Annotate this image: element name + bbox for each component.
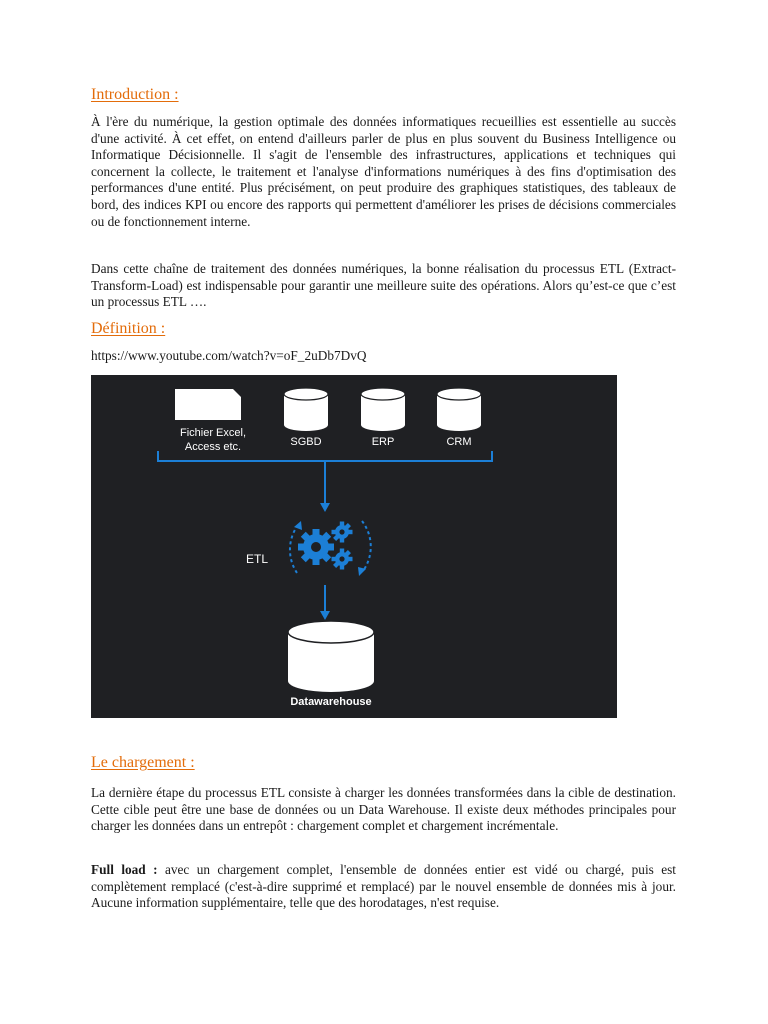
crm-database-icon <box>437 388 481 431</box>
full-load-text: avec un chargement complet, l'ensemble de données entier est vidé ou chargé, puis est complètement remplacé (c'est-à-dire supprimé et remplacé) par le nouvel ensemble de données mis à jour. Aucune information supplémentaire, telle que des horodatages, n'est requise. <box>91 862 676 911</box>
erp-database-icon <box>361 388 405 431</box>
definition-url[interactable]: https://www.youtube.com/watch?v=oF_2uDb7DvQ <box>91 348 367 363</box>
datawarehouse-database-icon <box>288 621 374 692</box>
chargement-heading: Le chargement : <box>91 754 195 771</box>
etl-diagram <box>91 375 617 718</box>
full-load-label: Full load : <box>91 862 158 877</box>
source-erp-label: ERP <box>371 436 395 448</box>
full-load-paragraph <box>91 862 676 912</box>
introduction-paragraph-2: Dans cette chaîne de traitement des données numériques, la bonne réalisation du processus ETL (Extract-Transform-Load) est indispensable pour garantir une meilleure suite des opérations. Alors qu’est-ce que c’est un processus ETL …. <box>91 261 676 310</box>
source-sgbd-label: SGBD <box>290 436 322 448</box>
chargement-paragraph: La dernière étape du processus ETL consiste à charger les données transformées dans la cible de destination. Cette cible peut être une base de données ou un Data Warehouse. Il existe deux méthodes principales pour charger les données dans un entrepôt : chargement complet et chargement incrémentale. <box>91 785 676 834</box>
source-file-label-line2: Access etc. <box>184 441 242 453</box>
document-icon <box>175 389 241 420</box>
introduction-paragraph-1: À l'ère du numérique, la gestion optimale des données informatiques recueillies est essentielle au succès d'une activité. À cet effet, on entend d'ailleurs parler de plus en plus souvent du Business Intelligence ou Informatique Décisionnelle. Il s'agit de l'ensemble des infrastructures, applications et techniques qui concernent la collecte, le traitement et l'analyse d'informations numériques à des fins d'optimisation des performances d'une entité. Plus précisément, on peut produire des graphiques statistiques, des tableaux de bord, des indices KPI ou encore des rapports qui permettent d'améliorer les prises de décisions commerciales ou de fonctionnement interne. <box>91 114 676 229</box>
target-datawarehouse-label: Datawarehouse <box>290 696 372 708</box>
arrow-down-icon <box>320 461 330 512</box>
definition-heading: Définition : <box>91 320 166 337</box>
gears-icon <box>290 521 371 576</box>
sgbd-database-icon <box>284 388 328 431</box>
arrow-down-icon <box>320 585 330 620</box>
etl-label: ETL <box>246 552 269 566</box>
source-crm-label: CRM <box>446 436 472 448</box>
introduction-heading: Introduction : <box>91 86 179 103</box>
source-file-label-line1: Fichier Excel, <box>179 427 247 439</box>
